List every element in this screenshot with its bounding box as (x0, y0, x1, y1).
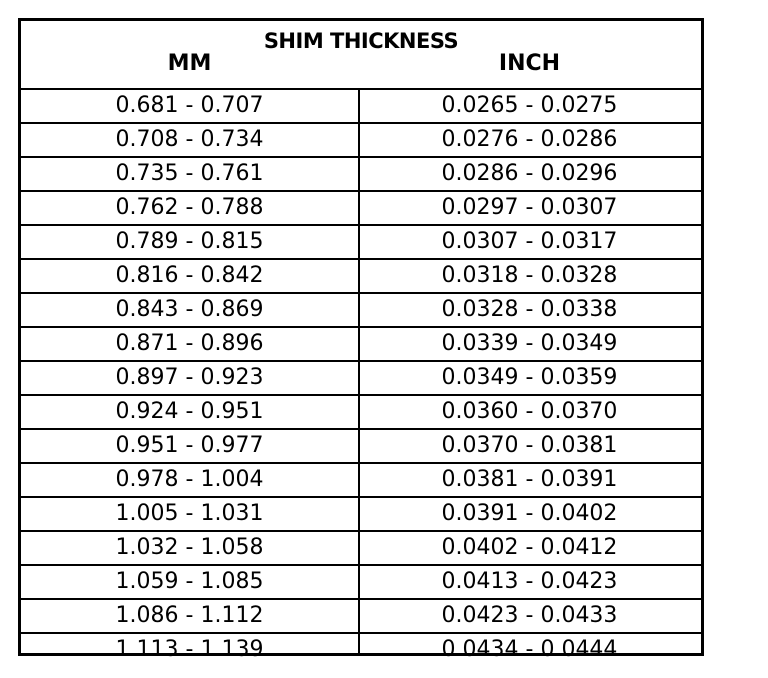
cell-mm: 0.735 - 0.761 (115, 161, 264, 186)
table-row (21, 294, 701, 328)
table-row (21, 532, 701, 566)
column-header-mm: MM (167, 51, 212, 76)
table-row (21, 124, 701, 158)
cell-inch: 0.0297 - 0.0307 (441, 195, 618, 220)
cell-inch: 0.0265 - 0.0275 (441, 93, 618, 118)
cell-mm: 0.897 - 0.923 (115, 365, 264, 390)
table-row (21, 90, 701, 124)
cell-inch: 0.0307 - 0.0317 (441, 229, 618, 254)
table-row (21, 226, 701, 260)
cell-inch: 0.0423 - 0.0433 (441, 603, 618, 628)
cell-inch: 0.0360 - 0.0370 (441, 399, 618, 424)
table-row (21, 600, 701, 634)
cell-inch: 0.0381 - 0.0391 (441, 467, 618, 492)
cell-mm: 1.086 - 1.112 (115, 603, 264, 628)
cell-mm: 1.113 - 1.139 (115, 637, 264, 662)
cell-mm: 0.924 - 0.951 (115, 399, 264, 424)
cell-mm: 1.059 - 1.085 (115, 569, 264, 594)
cell-inch: 0.0276 - 0.0286 (441, 127, 618, 152)
cell-inch: 0.0328 - 0.0338 (441, 297, 618, 322)
table-row (21, 498, 701, 532)
cell-mm: 1.032 - 1.058 (115, 535, 264, 560)
table-row (21, 634, 701, 668)
cell-mm: 0.816 - 0.842 (115, 263, 264, 288)
cell-mm: 0.708 - 0.734 (115, 127, 264, 152)
table-row (21, 566, 701, 600)
cell-inch: 0.0339 - 0.0349 (441, 331, 618, 356)
column-divider (358, 88, 360, 653)
cell-inch: 0.0370 - 0.0381 (441, 433, 618, 458)
column-header-inch: INCH (498, 51, 561, 76)
cell-mm: 1.005 - 1.031 (115, 501, 264, 526)
table-row (21, 430, 701, 464)
cell-inch: 0.0434 - 0.0444 (441, 637, 618, 662)
cell-inch: 0.0318 - 0.0328 (441, 263, 618, 288)
cell-inch: 0.0286 - 0.0296 (441, 161, 618, 186)
table-row (21, 464, 701, 498)
cell-mm: 0.843 - 0.869 (115, 297, 264, 322)
cell-inch: 0.0413 - 0.0423 (441, 569, 618, 594)
cell-inch: 0.0349 - 0.0359 (441, 365, 618, 390)
cell-mm: 0.789 - 0.815 (115, 229, 264, 254)
table-row (21, 362, 701, 396)
table-row (21, 192, 701, 226)
table-body (21, 88, 701, 668)
cell-mm: 0.681 - 0.707 (115, 93, 264, 118)
cell-mm: 0.762 - 0.788 (115, 195, 264, 220)
table-row (21, 158, 701, 192)
table-row (21, 260, 701, 294)
shim-thickness-table (18, 18, 704, 662)
cell-mm: 0.951 - 0.977 (115, 433, 264, 458)
table-title: SHIM THICKNESS (263, 29, 459, 53)
table-row (21, 328, 701, 362)
cell-inch: 0.0402 - 0.0412 (441, 535, 618, 560)
cell-mm: 0.871 - 0.896 (115, 331, 264, 356)
table-row (21, 396, 701, 430)
cell-mm: 0.978 - 1.004 (115, 467, 264, 492)
cell-inch: 0.0391 - 0.0402 (441, 501, 618, 526)
